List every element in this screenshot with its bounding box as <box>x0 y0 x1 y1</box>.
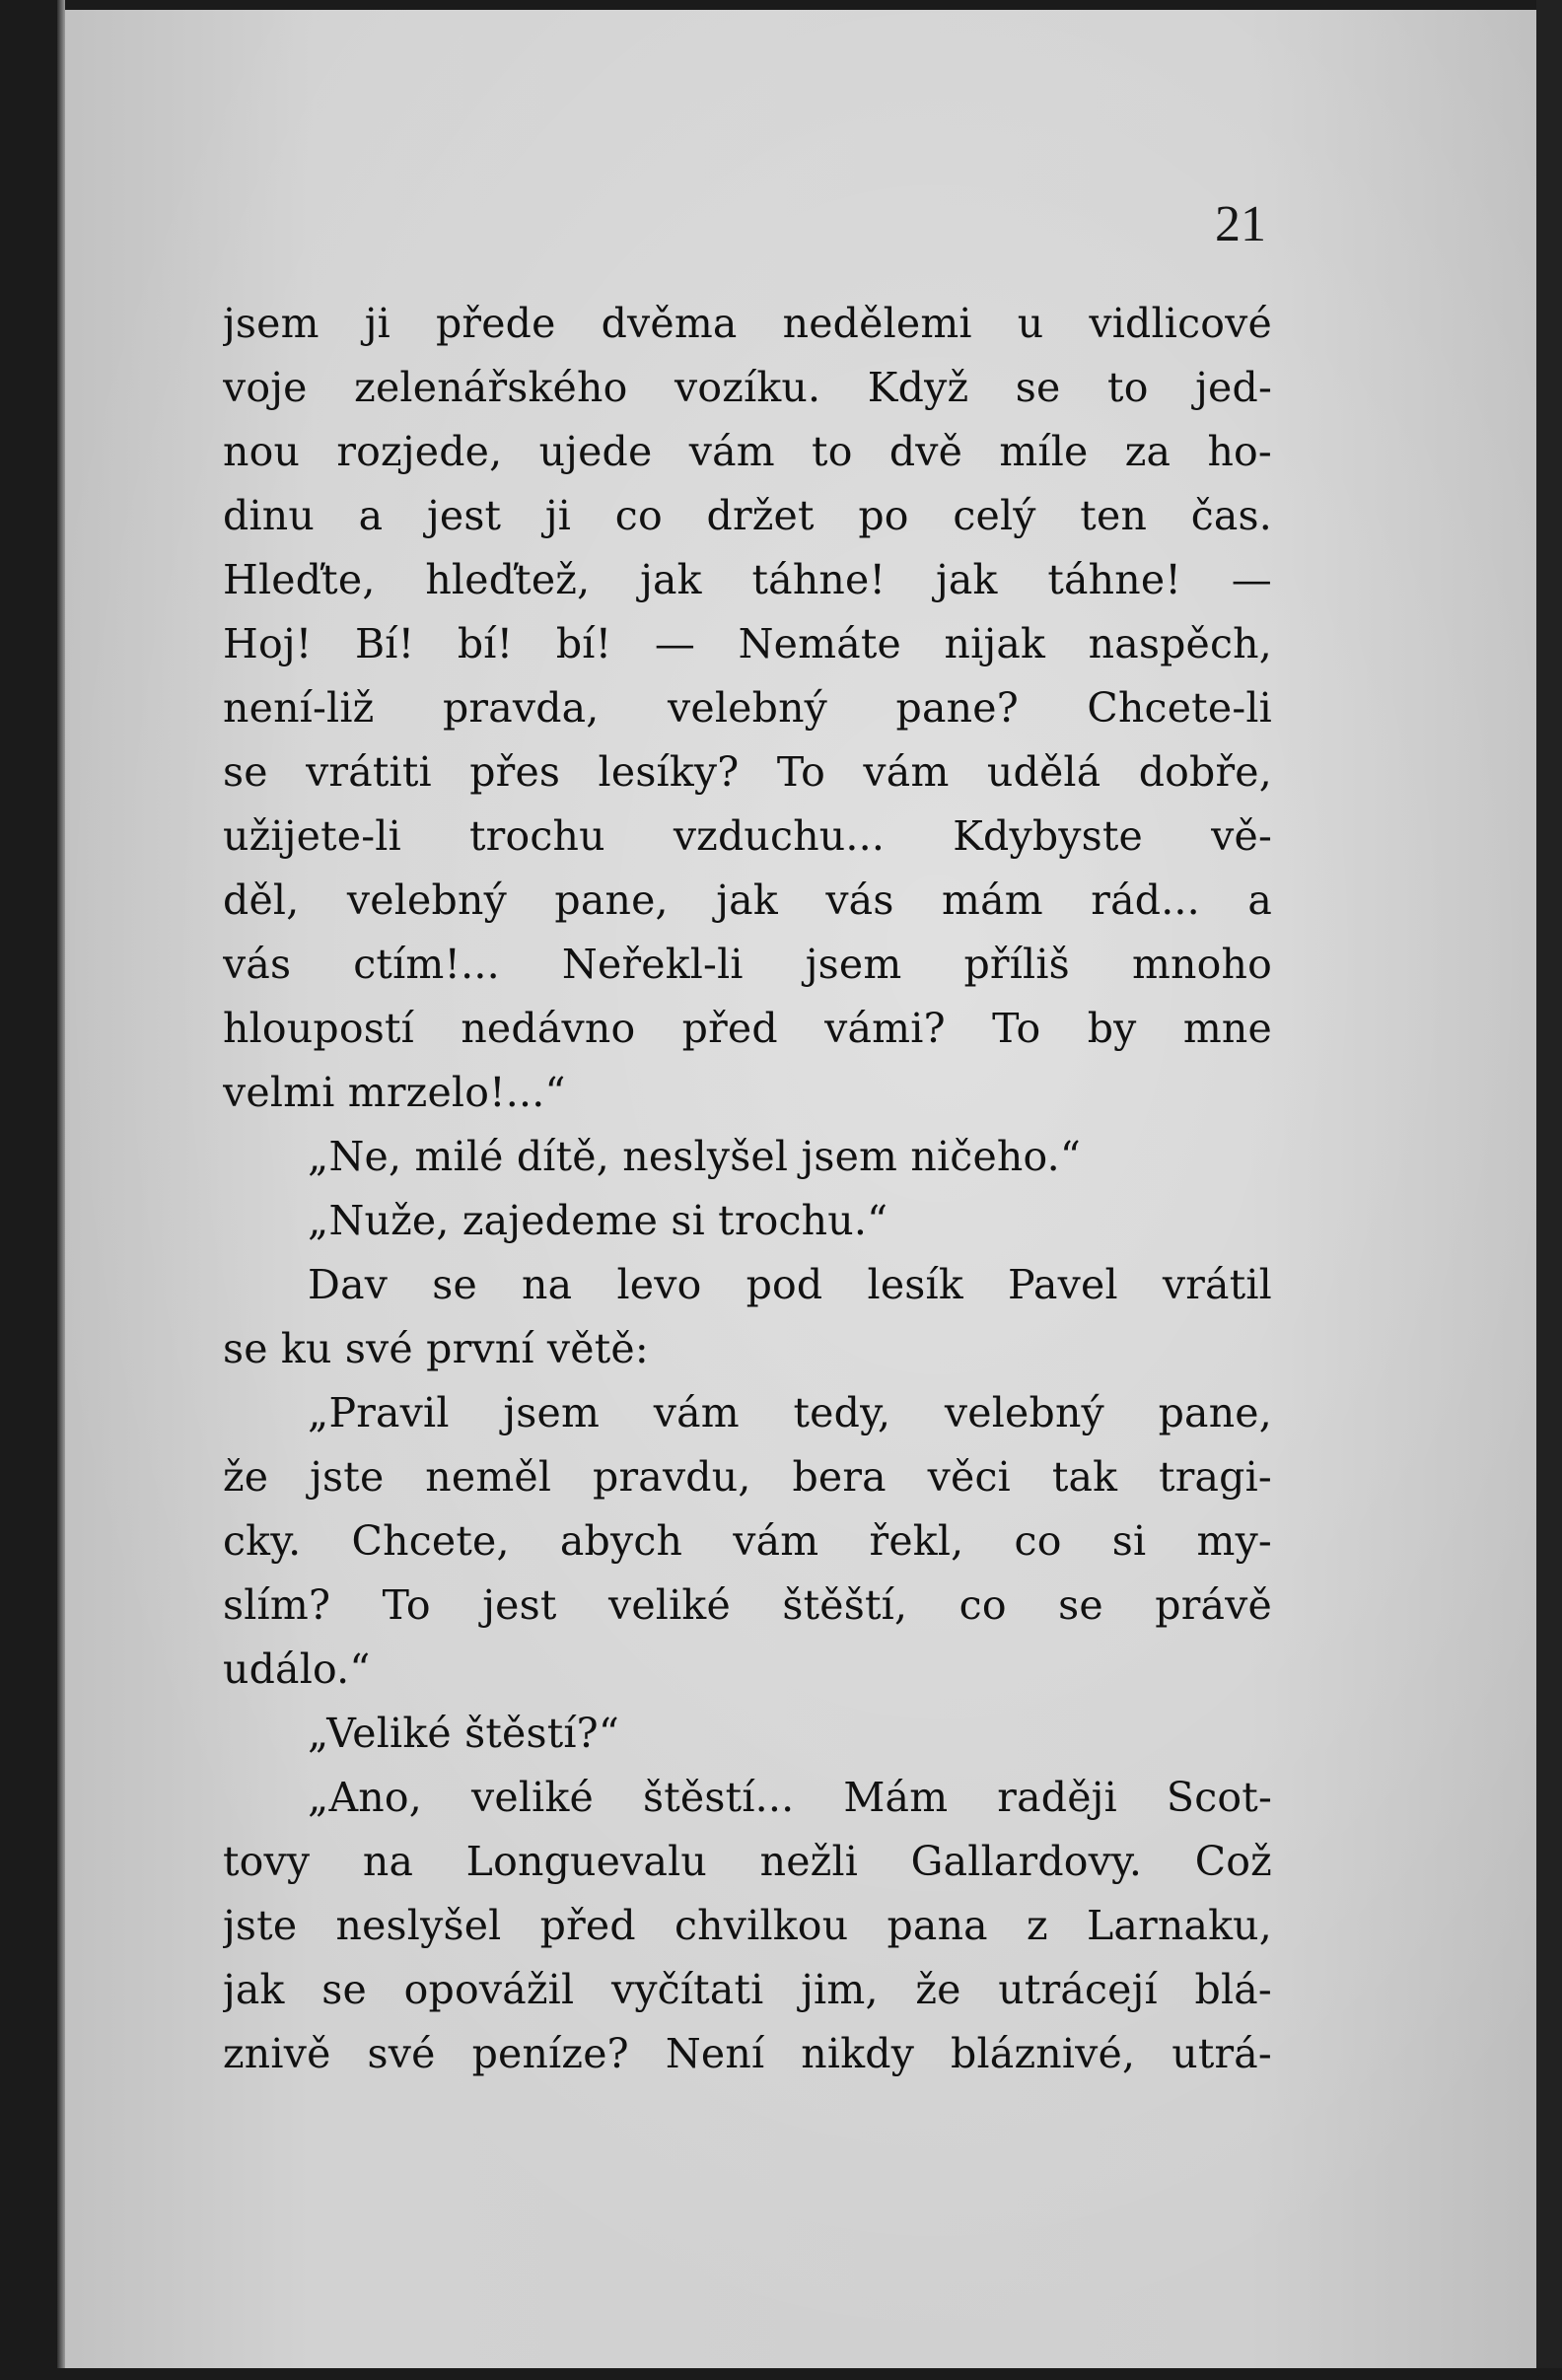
text-line: „Ne, milé dítě, neslyšel jsem ničeho.“ <box>308 1133 1082 1180</box>
text-line: jak se opovážil vyčítati jim, že utrácejí blá- <box>223 1966 1272 2013</box>
scan-top-border <box>0 0 1562 10</box>
text-line: znivě své peníze? Není nikdy bláznivé, utrá- <box>223 2030 1272 2077</box>
scan-left-border <box>0 0 57 2380</box>
text-line: není-liž pravda, velebný pane? Chcete-li <box>223 684 1272 732</box>
text-line: nou rozjede, ujede vám to dvě míle za ho- <box>223 428 1272 475</box>
text-line: děl, velebný pane, jak vás mám rád... a <box>223 876 1272 924</box>
text-line: jste neslyšel před chvilkou pana z Larnaku, <box>223 1902 1272 1949</box>
book-spine-edge <box>57 0 65 2380</box>
scan-right-border <box>1536 0 1562 2380</box>
text-line: jsem ji přede dvěma nedělemi u vidlicové <box>223 300 1272 347</box>
text-line: cky. Chcete, abych vám řekl, co si my- <box>223 1517 1272 1565</box>
text-line: hloupostí nedávno před vámi? To by mne <box>223 1005 1272 1052</box>
text-line: Hoj! Bí! bí! bí! — Nemáte nijak naspěch, <box>223 620 1272 667</box>
text-line: „Ano, veliké štěstí... Mám raději Scot- <box>308 1774 1272 1821</box>
text-line: voje zelenářského vozíku. Když se to jed- <box>223 364 1272 411</box>
text-line: velmi mrzelo!...“ <box>223 1069 566 1116</box>
page-number: 21 <box>1215 196 1266 252</box>
text-line: „Nuže, zajedeme si trochu.“ <box>308 1197 888 1244</box>
text-line: „Pravil jsem vám tedy, velebný pane, <box>308 1389 1272 1436</box>
text-line: se vrátiti přes lesíky? To vám udělá dobře, <box>223 748 1272 796</box>
text-line: „Veliké štěstí?“ <box>308 1710 620 1757</box>
scan-bottom-border <box>0 2368 1562 2380</box>
text-line: že jste neměl pravdu, bera věci tak tragi- <box>223 1453 1272 1501</box>
text-line: užijete-li trochu vzduchu... Kdybyste vě- <box>223 812 1272 860</box>
text-line: vás ctím!... Neřekl-li jsem příliš mnoho <box>223 941 1272 988</box>
text-line: se ku své první větě: <box>223 1325 649 1372</box>
text-line: událo.“ <box>223 1645 371 1693</box>
body-text <box>223 292 1272 2086</box>
text-line: dinu a jest ji co držet po celý ten čas. <box>223 492 1272 539</box>
text-line: slím? To jest veliké štěští, co se právě <box>223 1581 1272 1629</box>
text-line: Dav se na levo pod lesík Pavel vrátil <box>308 1261 1272 1308</box>
text-line: Hleďte, hleďtež, jak táhne! jak táhne! — <box>223 556 1272 603</box>
text-line: tovy na Longuevalu nežli Gallardovy. Což <box>223 1838 1272 1885</box>
